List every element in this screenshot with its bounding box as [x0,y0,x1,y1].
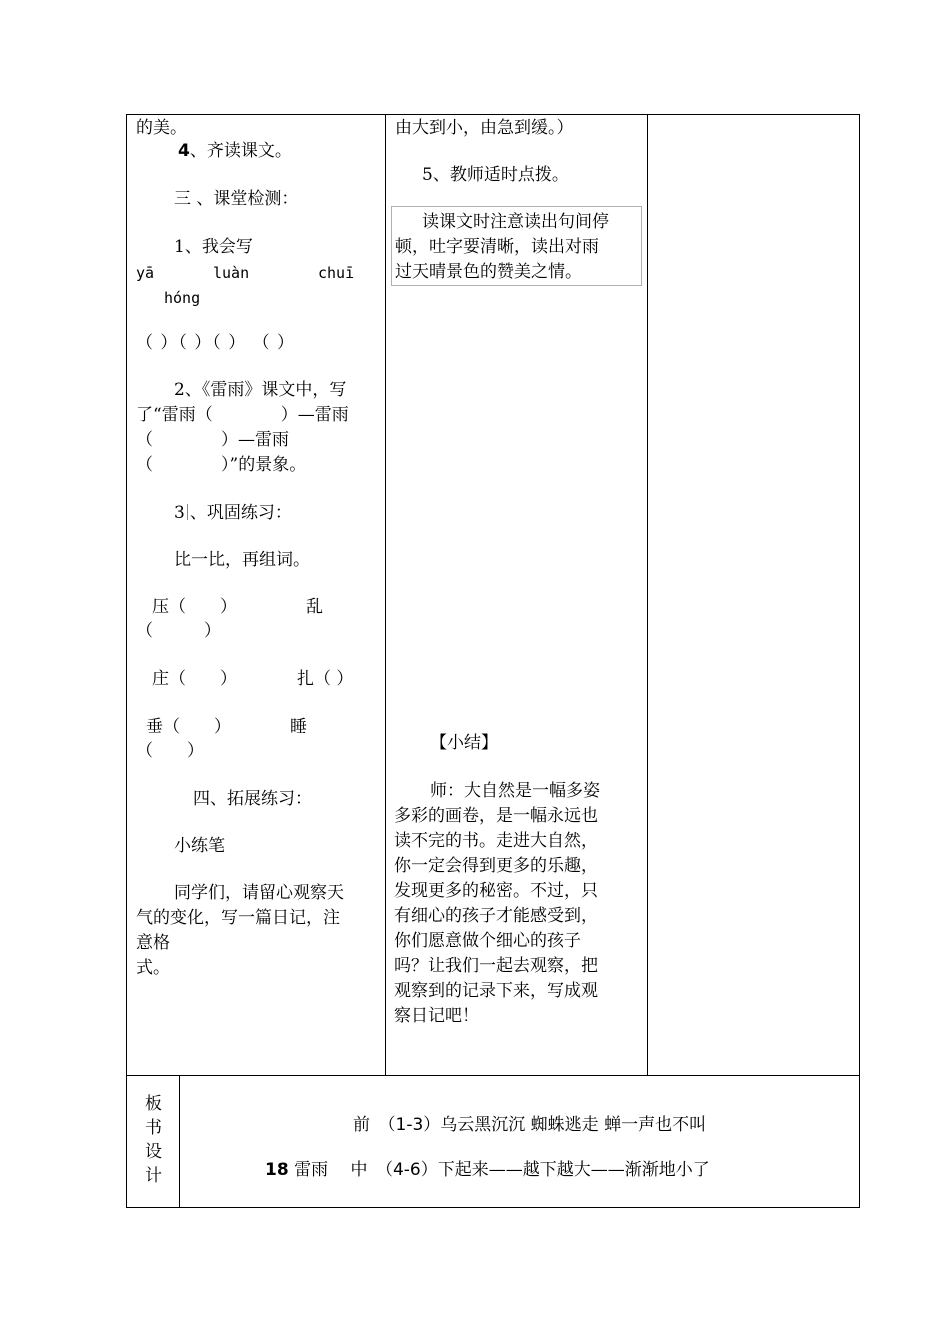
table-right-border [859,114,860,1208]
para-line-c: 意格 [136,933,170,953]
pair-1-b: 乱 [306,597,323,617]
board-row-1-text: 乌云黑沉沉 蜘蛛逃走 蝉一声也不叫 [440,1115,707,1135]
pair-3-b: 睡 [290,717,307,737]
summary-line-4: 你一定会得到更多的乐趣， [394,856,598,876]
board-row-2-range: （4-6） [384,1160,438,1180]
note-line-a: 读课文时注意读出句间停 [422,212,609,232]
q3-text: 、巩固练习： [189,503,292,523]
q2-line-c: （ ）—雷雨 [136,430,289,450]
pair-2-a: 庄（ ） [152,669,237,689]
q1-heading: 1、我会写 [174,237,253,257]
board-row-2 [265,1158,710,1182]
board-label-4: 计 [145,1166,162,1186]
q3-number: 3 [174,503,185,523]
read-aloud-line [178,139,292,163]
summary-line-10: 察日记吧！ [394,1006,479,1026]
pair-1-a: 压（ ） [152,597,237,617]
para-line-b: 气的变化，写一篇日记，注 [136,908,340,928]
left-line-1: 的美。 [136,118,187,138]
q2-line-d: （ ）”的景象。 [136,455,307,475]
q3-instruction: 比一比，再组词。 [174,550,310,570]
practice-writing: 小练笔 [174,836,225,856]
table-bottom-border [126,1207,860,1208]
summary-line-9: 观察到的记录下来，写成观 [394,981,598,1001]
board-row-1-range: （1-3） [387,1115,441,1135]
board-row-1-prefix: 前 [353,1115,387,1135]
q2-line-a: 2、《雷雨》课文中，写 [174,380,347,400]
summary-line-5: 发现更多的秘密。不过，只 [394,881,598,901]
section-4-heading: 四、拓展练习： [193,789,312,809]
pinyin-ya: yā [136,264,155,282]
answer-parens: （ ）（ ）（ ） （ ） [136,333,296,353]
pinyin-chui: chuī [318,264,355,282]
mid-line-1: 由大到小，由急到缓。） [395,118,574,138]
board-label-3: 设 [145,1142,162,1162]
q3-heading [174,501,292,525]
para-line-a: 同学们，请留心观察天 [174,883,344,903]
board-label-divider [179,1075,180,1207]
summary-line-6: 有细心的孩子才能感受到， [394,906,598,926]
summary-line-1: 师：大自然是一幅多姿 [430,781,600,801]
text-cursor [187,504,188,520]
summary-line-2: 多彩的画卷，是一幅永远也 [394,806,598,826]
note-line-b: 顿，吐字要清晰，读出对雨 [395,237,599,257]
column-divider-1 [385,114,386,1075]
summary-line-8: 吗？让我们一起去观察，把 [394,956,598,976]
summary-line-3: 读不完的书。走进大自然， [394,831,598,851]
q2-line-b: 了“雷雨（ ）—雷雨 [136,405,349,425]
board-label-1: 板 [145,1094,162,1114]
summary-title: 【小结】 [430,733,498,753]
table-top-border [126,114,860,115]
lesson-number: 18 [265,1160,289,1180]
para-line-d: 式。 [136,958,170,978]
board-row-1 [353,1113,706,1137]
pair-1-b-parens: （ ） [136,621,221,641]
mid-line-2: 5、教师适时点拨。 [422,165,569,185]
pinyin-luan: luàn [213,264,250,282]
section-3-heading: 三 、课堂检测： [174,189,299,209]
column-divider-2 [647,114,648,1075]
note-line-c: 过天晴景色的赞美之情。 [395,262,582,282]
table-left-border [126,114,127,1208]
table-mid-border [126,1075,860,1076]
pair-2-b: 扎（ ） [297,669,354,689]
pair-3-a: 垂（ ） [146,717,231,737]
read-aloud-number: 4 [178,141,190,161]
board-row-2-text: 下起来——越下越大——渐渐地小了 [437,1160,710,1180]
lesson-title: 雷雨 中 [294,1160,385,1180]
read-aloud-text: 、齐读课文。 [189,141,292,161]
pair-3-b-parens: （ ） [136,741,204,761]
pinyin-hong: hóng [164,289,201,307]
summary-line-7: 你们愿意做个细心的孩子 [394,931,581,951]
board-label-2: 书 [145,1118,162,1138]
